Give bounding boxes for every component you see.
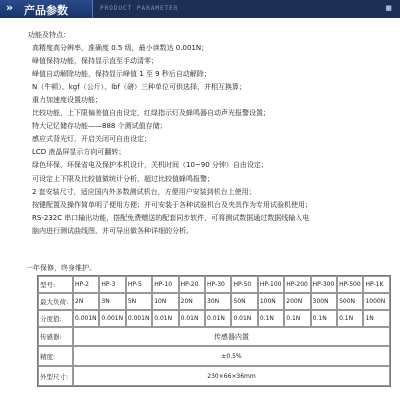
division-cell: 0.01N xyxy=(179,310,205,327)
max-load-cell: 50N xyxy=(231,293,257,310)
feature-item: 绿色环保，环保省电及保护本机设计，关机时间（10~90 分钟）自由设定； xyxy=(32,161,268,170)
model-cell: HP-3 xyxy=(99,276,125,293)
table-row-sensor xyxy=(38,327,390,346)
model-cell: HP-1K xyxy=(363,276,390,293)
max-load-cell: 10N xyxy=(152,293,178,310)
division-cell: 0.01N xyxy=(205,310,231,327)
model-cell: HP-300 xyxy=(311,276,337,293)
max-load-cell: 3N xyxy=(99,293,125,310)
model-cell: HP-5 xyxy=(126,276,152,293)
feature-item: 脑内进行测试曲线图，并可导出做各种详细的分析。 xyxy=(32,226,193,235)
feature-item: 可设定上下限及比较值做统计分析，超过比较值蜂鸣报警； xyxy=(32,174,214,183)
feature-item: 峰值自动解除功能，保持显示峰值 1 至 9 秒后自动解除； xyxy=(32,70,211,79)
section-header xyxy=(0,0,400,18)
table-row-accuracy xyxy=(38,346,390,366)
header-tab xyxy=(0,0,93,18)
max-load-cell: 1000N xyxy=(363,293,390,310)
division-cell: 0.001N xyxy=(99,310,125,327)
features-heading: 功能及特点： xyxy=(28,31,70,39)
specs-table xyxy=(37,275,391,387)
model-cell: HP-100 xyxy=(258,276,284,293)
feature-item: 特大记忆储存功能——888 个测试值存储； xyxy=(32,122,167,131)
max-load-cell: 300N xyxy=(311,293,337,310)
feature-item: 重力加速度设置功能； xyxy=(32,96,102,105)
row-label-model: 型号: xyxy=(38,276,73,293)
row-label-division: 分度值: xyxy=(38,310,73,327)
division-cell: 1N xyxy=(363,310,390,327)
table-row-model xyxy=(38,276,390,293)
feature-item: LCD 液晶屏显示方向可翻转； xyxy=(32,148,126,157)
feature-item: 2 套安装尺寸，适应国内外多数测试机台，方便用户安装到机台上使用； xyxy=(32,187,256,196)
max-load-cell: 500N xyxy=(337,293,363,310)
division-cell: 0.01N xyxy=(231,310,257,327)
max-load-cell: 30N xyxy=(205,293,231,310)
square-icon: ■ xyxy=(385,4,392,12)
double-chevron-icon: » xyxy=(6,1,11,14)
feature-item: 感应式背光灯，开启关闭可自由设定； xyxy=(32,135,151,144)
dimensions-value: 230×66×36mm xyxy=(73,366,390,386)
division-cell: 0.01N xyxy=(152,310,178,327)
table-row-division xyxy=(38,310,390,327)
model-cell: HP-500 xyxy=(337,276,363,293)
division-cell: 0.001N xyxy=(73,310,99,327)
max-load-cell: 5N xyxy=(126,293,152,310)
feature-item: 按键配置及操作简单明了便用方便；并可安装于各种试验机台及夹具作为专用试验机使用； xyxy=(32,200,312,209)
division-cell: 0.1N xyxy=(284,310,310,327)
division-cell: 0.1N xyxy=(311,310,337,327)
section-title: 产品参数 xyxy=(24,4,68,17)
max-load-cell: 20N xyxy=(179,293,205,310)
table-row-dimensions xyxy=(38,366,390,386)
section-subtitle: PRODUCT PARAMETER xyxy=(100,5,179,12)
max-load-cell: 2N xyxy=(73,293,99,310)
model-cell: HP-10 xyxy=(152,276,178,293)
feature-item: 比较功能，上下限偏差值自由设定，红绿指示灯及蜂鸣器自动声光报警设置； xyxy=(32,109,270,118)
max-load-cell: 200N xyxy=(284,293,310,310)
row-label-sensor: 传感器: xyxy=(38,327,73,346)
division-cell: 0.1N xyxy=(337,310,363,327)
features-list xyxy=(28,29,396,238)
accuracy-value: ±0.5% xyxy=(73,346,390,366)
model-cell: HP-20 xyxy=(179,276,205,293)
division-cell: 0.1N xyxy=(258,310,284,327)
model-cell: HP-50 xyxy=(231,276,257,293)
division-cell: 0.001N xyxy=(126,310,152,327)
feature-item: N（牛顿）、kgf（公斤）、lbf（磅）三种单位可供选择，并相互换算； xyxy=(32,83,247,92)
row-label-accuracy: 精度: xyxy=(38,346,73,366)
model-cell: HP-30 xyxy=(205,276,231,293)
max-load-cell: 100N xyxy=(258,293,284,310)
warranty-note: 一年保修，终身维护。 xyxy=(26,264,96,272)
model-cell: HP-2 xyxy=(73,276,99,293)
sensor-value: 传感器内置 xyxy=(73,327,390,346)
feature-item: RS-232C 串口输出功能，搭配免费赠送的配套同步软件，可将测试数据通过数据线输入电 xyxy=(32,213,310,222)
feature-item: 高精度高分辨率，准确度 0.5 级，最小读数达 0.001N； xyxy=(32,44,209,53)
row-label-max-load: 最大负荷: xyxy=(38,293,73,310)
model-cell: HP-200 xyxy=(284,276,310,293)
row-label-dimensions: 外型尺寸: xyxy=(38,366,73,386)
feature-item: 峰值保持功能，保持显示直至手动清零； xyxy=(32,57,158,66)
table-row-max-load xyxy=(38,293,390,310)
